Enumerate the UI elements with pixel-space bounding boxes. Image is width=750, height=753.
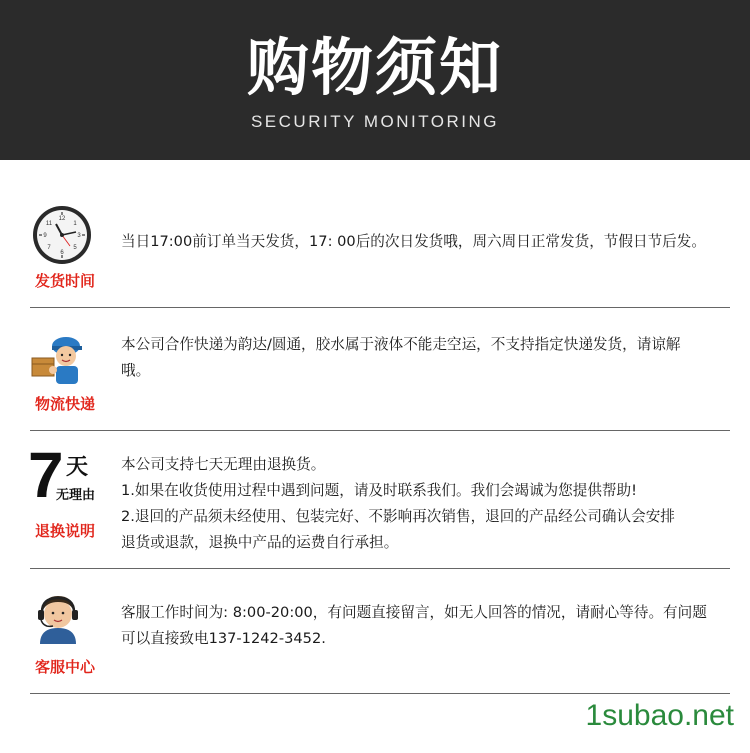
clock-icon <box>30 204 94 266</box>
divider <box>30 430 730 431</box>
no-reason-text: 无理由 <box>56 488 96 503</box>
text-line: 退货或退款，退换中产品的运费自行承担。 <box>121 534 399 551</box>
svg-text:9: 9 <box>43 233 47 239</box>
section-returns <box>0 440 750 568</box>
label-customer-service: 客服中心 <box>34 658 95 676</box>
text-line: 本公司合作快递为韵达/圆通，胶水属于液体不能走空运，不支持指定快递发货，请谅解 <box>121 336 681 353</box>
page-subtitle: SECURITY MONITORING <box>250 112 500 131</box>
svg-text:11: 11 <box>45 221 53 227</box>
text-line: 本公司支持七天无理由退换货。 <box>121 456 326 473</box>
seven-number: 7 <box>28 439 64 511</box>
delivery-man-icon <box>28 328 92 388</box>
watermark-text: 1subao.net <box>585 699 734 732</box>
svg-text:6: 6 <box>60 250 64 256</box>
header-banner <box>0 0 750 160</box>
text-line: 2.退回的产品须未经使用、包装完好、不影响再次销售，退回的产品经公司确认会安排 <box>121 508 675 525</box>
text-line: 可以直接致电137-1242-3452. <box>121 630 326 647</box>
divider <box>30 693 730 694</box>
section-customer-service <box>0 580 750 690</box>
divider <box>30 568 730 569</box>
text-shipping-time <box>121 229 726 255</box>
text-line: 1.如果在收货使用过程中遇到问题，请及时联系我们。我们会竭诚为您提供帮助! <box>121 482 637 499</box>
seven-day-char: 天 <box>66 455 89 480</box>
svg-text:5: 5 <box>73 245 77 251</box>
text-customer-service <box>121 600 726 652</box>
text-logistics <box>121 332 726 384</box>
section-logistics <box>0 320 750 430</box>
label-shipping-time: 发货时间 <box>34 272 95 290</box>
label-returns: 退换说明 <box>34 522 95 540</box>
text-line: 哦。 <box>121 362 151 379</box>
text-line: 客服工作时间为: 8:00-20:00，有问题直接留言，如无人回答的情况，请耐心等待。有问题 <box>121 604 707 621</box>
page-title: 购物须知 <box>246 31 503 104</box>
seven-day-return-icon <box>28 439 108 512</box>
text-line: 当日17:00前订单当天发货，17: 00后的次日发货哦，周六周日正常发货，节假日节后发。 <box>121 233 706 250</box>
svg-text:7: 7 <box>47 245 51 251</box>
svg-text:12: 12 <box>58 216 66 222</box>
section-shipping-time <box>0 200 750 308</box>
divider <box>30 307 730 308</box>
svg-text:1: 1 <box>73 221 77 227</box>
label-logistics: 物流快递 <box>34 395 95 413</box>
customer-service-icon <box>26 588 90 650</box>
svg-text:3: 3 <box>77 233 81 239</box>
text-returns <box>121 452 726 556</box>
